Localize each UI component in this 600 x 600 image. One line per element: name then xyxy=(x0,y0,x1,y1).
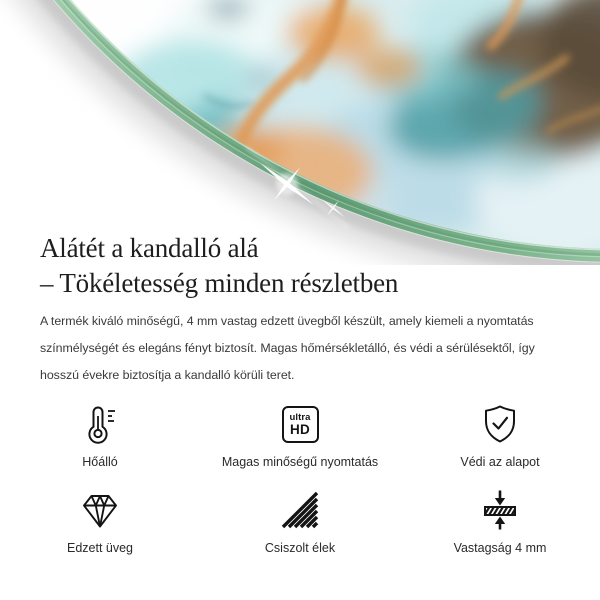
ultra-hd-text-bottom: HD xyxy=(290,421,310,437)
shield-check-icon xyxy=(478,402,522,446)
thermometer-icon xyxy=(78,402,122,446)
feature-label: Vastagság 4 mm xyxy=(453,541,547,555)
feature-label: Védi az alapot xyxy=(460,455,540,469)
ultra-hd-text-top: ultra xyxy=(289,411,311,423)
feature-label: Edzett üveg xyxy=(66,541,133,555)
thickness-icon xyxy=(478,488,522,532)
feature-heat-resistant xyxy=(0,399,200,485)
feature-label: Hőálló xyxy=(82,455,118,469)
features-grid xyxy=(0,399,600,571)
polished-edges-icon xyxy=(278,488,322,532)
diamond-icon xyxy=(78,488,122,532)
page-title-line1: Alátét a kandalló alá xyxy=(40,233,259,263)
feature-label: Magas minőségű nyomtatás xyxy=(221,455,379,469)
feature-high-quality-print xyxy=(200,399,400,485)
feature-protects-base xyxy=(400,399,600,485)
feature-label: Csiszolt élek xyxy=(264,541,336,555)
product-description: A termék kiváló minőségű, 4 mm vastag edzett üvegből készült, amely kiemeli a nyomtatás színmélységét és elegáns fényt biztosít. Magas hőmérsékletálló, és védi a sérülésektől, így hosszú évekre biztosítja a kandalló körüli teret. xyxy=(40,314,535,382)
product-photo xyxy=(0,0,600,265)
page-title-line2: – Tökéletesség minden részletben xyxy=(40,268,399,298)
feature-polished-edges xyxy=(200,485,400,571)
feature-tempered-glass xyxy=(0,485,200,571)
page-title xyxy=(40,231,580,301)
feature-thickness xyxy=(400,485,600,571)
ultra-hd-icon xyxy=(282,406,319,443)
